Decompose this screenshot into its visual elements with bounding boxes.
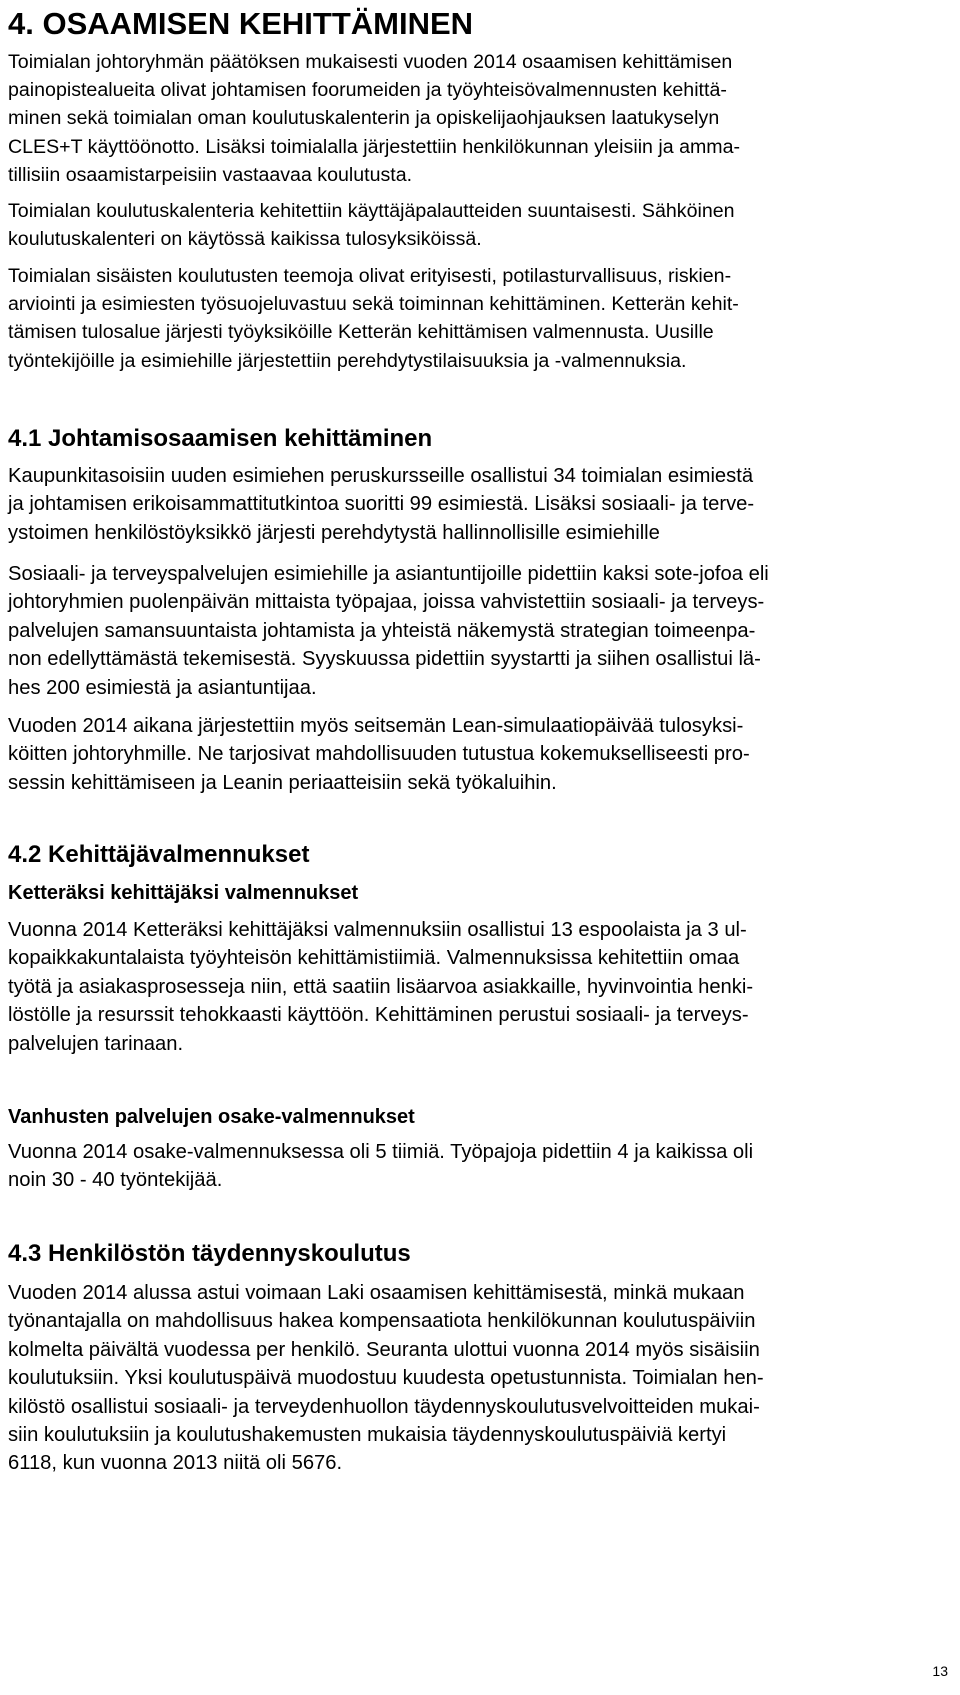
intro-paragraph-3 <box>8 262 739 375</box>
text-line: Kaupunkitasoisiin uuden esimiehen peruskursseille osallistui 34 toimialan esimiestä <box>8 465 754 487</box>
text-line: Sosiaali- ja terveyspalvelujen esimiehille ja asiantuntijoille pidettiin kaksi sote-jofoa eli <box>8 563 769 585</box>
text-line: tillisiin osaamistarpeisiin vastaavaa koulutusta. <box>8 163 413 186</box>
intro-paragraph-2 <box>8 197 735 253</box>
text-line: löstölle ja resurssit tehokkaasti käyttöön. Kehittäminen perustui sosiaali- ja terveys- <box>8 1004 749 1027</box>
text-line: työntekijöille ja esimiehille järjestettiin perehdytystilaisuuksia ja -valmennuksia. <box>8 349 687 372</box>
text-line: ystoimen henkilöstöyksikkö järjesti perehdytystä hallinnollisille esimiehille <box>8 521 660 544</box>
chapter-heading: 4. OSAAMISEN KEHITTÄMINEN <box>8 6 474 41</box>
text-line: Vuonna 2014 osake-valmennuksessa oli 5 tiimiä. Työpajoja pidettiin 4 ja kaikissa oli <box>8 1141 754 1163</box>
intro-paragraph-1 <box>8 48 740 189</box>
text-line: painopistealueita olivat johtamisen foorumeiden ja työyhteisövalmennusten kehittä- <box>8 79 727 102</box>
text-line: CLES+T käyttöönotto. Lisäksi toimialalla järjestettiin henkilökunnan yleisiin ja amma- <box>8 135 741 158</box>
section-4-1-paragraph-2 <box>8 560 769 702</box>
text-line: minen sekä toimialan oman koulutuskalenterin ja opiskelijaohjauksen laatukyselyn <box>8 107 720 130</box>
section-4-1-paragraph-1 <box>8 462 754 547</box>
text-line: köitten johtoryhmille. Ne tarjosivat mahdollisuuden tutustua kokemukselliseesti pro- <box>8 743 750 766</box>
subsection-heading-osake: Vanhusten palvelujen osake-valmennukset <box>8 1106 415 1128</box>
page-number: 13 <box>932 1663 948 1679</box>
subsection-ketteraksi-text <box>8 916 753 1058</box>
text-line: hes 200 esimiestä ja asiantuntijaa. <box>8 676 317 699</box>
text-line: ja johtamisen erikoisammattitutkintoa suoritti 99 esimiestä. Lisäksi sosiaali- ja terve- <box>8 493 755 516</box>
section-4-1-paragraph-3 <box>8 712 750 797</box>
text-line: kolmelta päivältä vuodessa per henkilö. Seuranta ulottui vuonna 2014 myös sisäisiin <box>8 1338 760 1361</box>
text-line: työnantajalla on mahdollisuus hakea kompensaatiota henkilökunnan koulutuspäiviin <box>8 1310 756 1333</box>
text-line: 6118, kun vuonna 2013 niitä oli 5676. <box>8 1452 343 1475</box>
section-heading-4-1: 4.1 Johtamisosaamisen kehittäminen <box>8 425 433 452</box>
subsection-osake-text <box>8 1138 753 1195</box>
text-line: arviointi ja esimiesten työsuojeluvastuu sekä toiminnan kehittäminen. Ketterän kehit- <box>8 293 739 316</box>
text-line: palvelujen samansuuntaista johtamista ja yhteistä näkemystä strategian toimeenpa- <box>8 619 756 642</box>
text-line: siin koulutuksiin ja koulutushakemusten mukaisia täydennyskoulutuspäiviä kertyi <box>8 1424 727 1447</box>
text-line: johtoryhmien puolenpäivän mittaista työpajaa, joissa vahvistettiin sosiaali- ja terveys- <box>8 591 765 614</box>
section-heading-4-3: 4.3 Henkilöstön täydennyskoulutus <box>8 1240 411 1267</box>
text-line: työtä ja asiakasprosesseja niin, että saatiin lisäarvoa asiakkaille, hyvinvointia henki- <box>8 975 754 998</box>
text-line: Toimialan johtoryhmän päätöksen mukaisesti vuoden 2014 osaamisen kehittämisen <box>8 51 733 73</box>
text-line: kilöstö osallistui sosiaali- ja terveydenhuollon täydennyskoulutusvelvoitteiden mukai- <box>8 1395 760 1418</box>
text-line: koulutuskalenteri on käytössä kaikissa tulosyksiköissä. <box>8 228 482 251</box>
subsection-heading-ketteraksi: Ketteräksi kehittäjäksi valmennukset <box>8 882 359 904</box>
text-line: tämisen tulosalue järjesti työyksiköille Ketterän kehittämisen valmennusta. Uusille <box>8 321 714 344</box>
text-line: noin 30 - 40 työntekijää. <box>8 1169 223 1192</box>
text-line: Vuonna 2014 Ketteräksi kehittäjäksi valmennuksiin osallistui 13 espoolaista ja 3 ul- <box>8 919 747 941</box>
text-line: kopaikkakuntalaista työyhteisön kehittämistiimiä. Valmennuksissa kehitettiin omaa <box>8 947 740 970</box>
text-line: Vuoden 2014 alussa astui voimaan Laki osaamisen kehittämisestä, minkä mukaan <box>8 1282 745 1304</box>
text-line: palvelujen tarinaan. <box>8 1032 184 1055</box>
text-line: non edellyttämästä tekemisestä. Syyskuussa pidettiin syystartti ja siihen osallistui lä- <box>8 648 761 671</box>
section-4-3-text <box>8 1279 764 1478</box>
text-line: sessin kehittämiseen ja Leanin periaatteisiin sekä työkaluihin. <box>8 771 557 794</box>
text-line: Toimialan sisäisten koulutusten teemoja olivat erityisesti, potilasturvallisuus, riskien- <box>8 265 732 287</box>
text-line: koulutuksiin. Yksi koulutuspäivä muodostuu kuudesta opetustunnista. Toimialan hen- <box>8 1367 764 1390</box>
text-line: Toimialan koulutuskalenteria kehitettiin käyttäjäpalautteiden suuntaisesti. Sähköinen <box>8 200 735 222</box>
text-line: Vuoden 2014 aikana järjestettiin myös seitsemän Lean-simulaatiopäivää tulosyksi- <box>8 715 744 737</box>
section-heading-4-2: 4.2 Kehittäjävalmennukset <box>8 841 310 868</box>
